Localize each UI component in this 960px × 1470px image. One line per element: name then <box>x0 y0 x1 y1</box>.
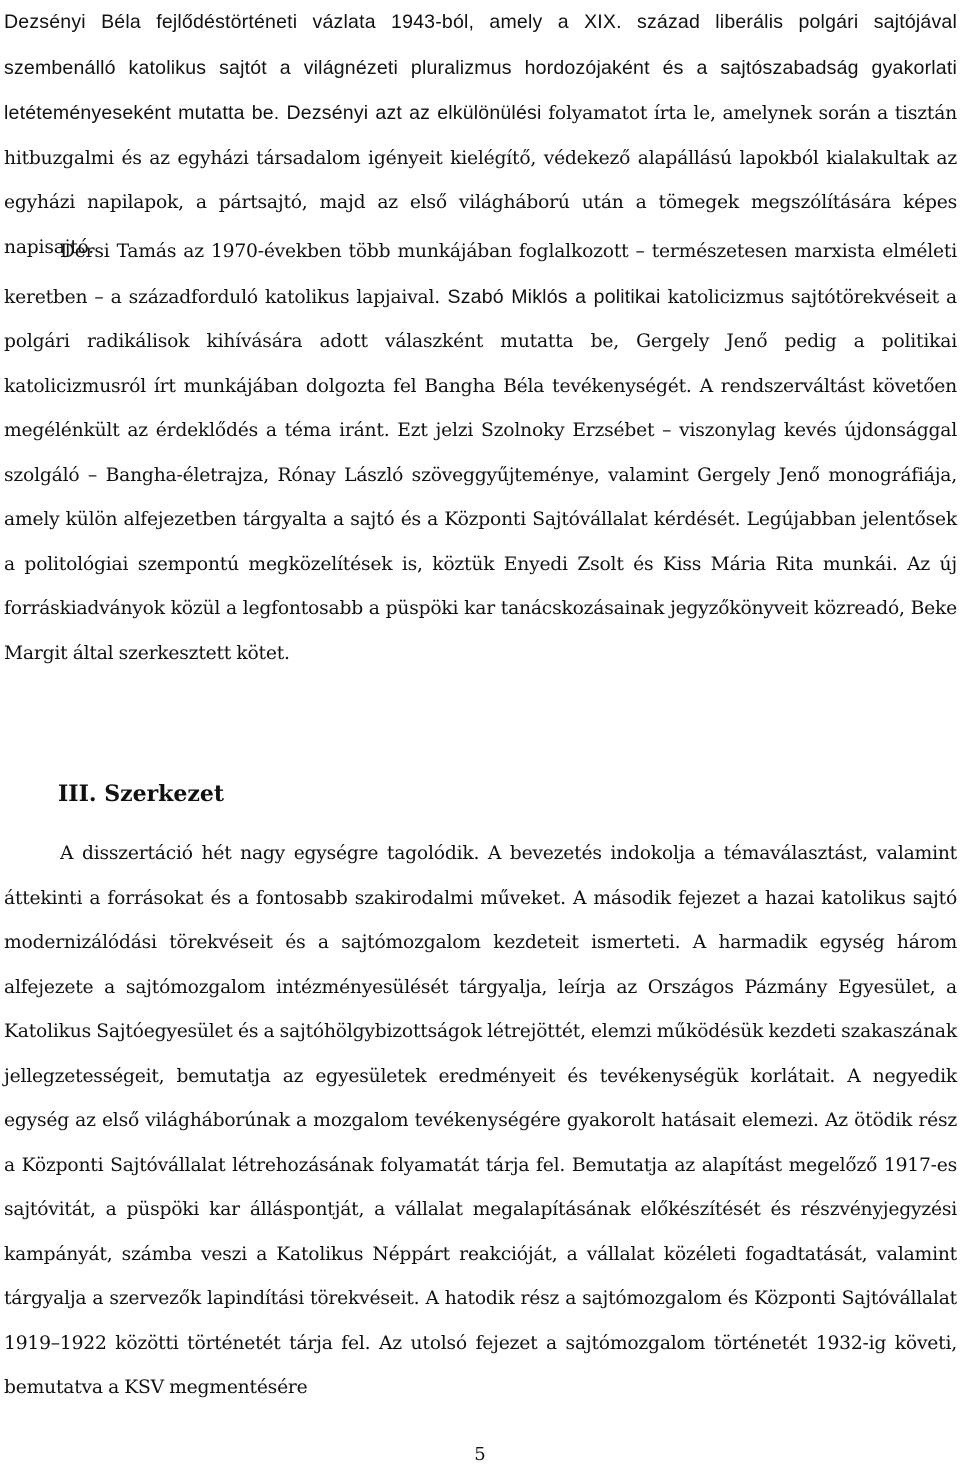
paragraph-literature-szabo-text: Szabó Miklós a politikai <box>440 285 661 308</box>
paragraph-structure: A disszertáció hét nagy egységre tagolódik. A bevezetés indokolja a témaválasztást, valamint áttekinti a forrásokat és a fontosabb szakirodalmi műveket. A második fejezet a hazai katolikus sajtó modernizálódási törekvéseit és a sajtómozgalom kezdeteit ismerteti. A harmadik egység három alfejezete a sajtómozgalom intézményesülését tárgyalja, leírja az Országos Pázmány Egyesület, a Katolikus Sajtóegyesület és a sajtóhölgybizottságok létrejöttét, elemzi működésük kezdeti szakaszának jellegzetességeit, bemutatja az egyesületek eredményeit és tevékenységük korlátait. A negyedik egység az első világháborúnak a mozgalom tevékenységére gyakorolt hatásait elemezi. Az ötödik rész a Központi Sajtóvállalat létrehozásának folyamatát tárja fel. Bemutatja az alapítást megelőző 1917-es sajtóvitát, a püspöki kar álláspontját, a vállalat megalapításának előkészítését és részvényjegyzési kampányát, számba veszi a Katolikus Néppárt reakcióját, a vállalat közéleti fogadtatását, valamint tárgyalja a szervezők lapindítási törekvéseit. A hatodik rész a sajtómozgalom és Központi Sajtóvállalat 1919–1922 közötti történetét tárja fel. Az utolsó fejezet a sajtómozgalom történetét 1932-ig követi, bemutatva a KSV megmentésére <box>4 843 957 1398</box>
paragraph-dezsenyi-sans-text: Dezsényi Béla fejlődéstörténeti vázlata 1943-ból, amely a XIX. század liberális polgári sajtójával szembenálló katolikus sajtót a világnézeti pluralizmus hordozójaként és a sajtószabadság gyakorlati letéteményeseként mutatta be. Dezsényi azt az elkülönülési <box>4 11 957 124</box>
paragraph-literature-rest-text: katolicizmus sajtótörekvéseit a polgári radikálisok kihívására adott válaszként mutatta be, Gergely Jenő pedig a politikai katolicizmusról írt munkájában dolgozta fel Bangha Béla tevékenységét. A rendszerváltást követően megélénkült az érdeklődés a téma iránt. Ezt jelzi Szolnoky Erzsébet – viszonylag kevés újdonsággal szolgáló – Bangha-életrajza, Rónay László szöveggyűjteménye, valamint Gergely Jenő monográfiája, amely külön alfejezetben tárgyalta a sajtó és a Központi Sajtóvállalat kérdését. Legújabban jelentősek a politológiai szempontú megközelítések is, köztük Enyedi Zsolt és Kiss Mária Rita munkái. Az új forráskiadványok közül a legfontosabb a püspöki kar tanácskozásainak jegyzőkönyveit közreadó, Beke Margit által szerkesztett kötet. <box>4 286 957 664</box>
page-number: 5 <box>474 1444 486 1465</box>
paragraph-literature-review <box>4 230 957 676</box>
section-heading: III. Szerkezet <box>58 781 225 807</box>
paragraph-dezsenyi-serif-text: folyamatot írta le, amelynek során a tisztán hitbuzgalmi és az egyházi társadalom igényeit kielégítő, védekező alapállású lapokból kialakultak az egyházi napilapok, a pártsajtó, majd az első világháború után a tömegek megszólítására képes napisajtó. <box>4 103 957 258</box>
paragraph-literature-dersi-text: Dersi Tamás az 1970-években több munkájában foglalkozott – természetesen marxista elméleti keretben – a századforduló katolikus lapjaival. <box>4 241 957 308</box>
